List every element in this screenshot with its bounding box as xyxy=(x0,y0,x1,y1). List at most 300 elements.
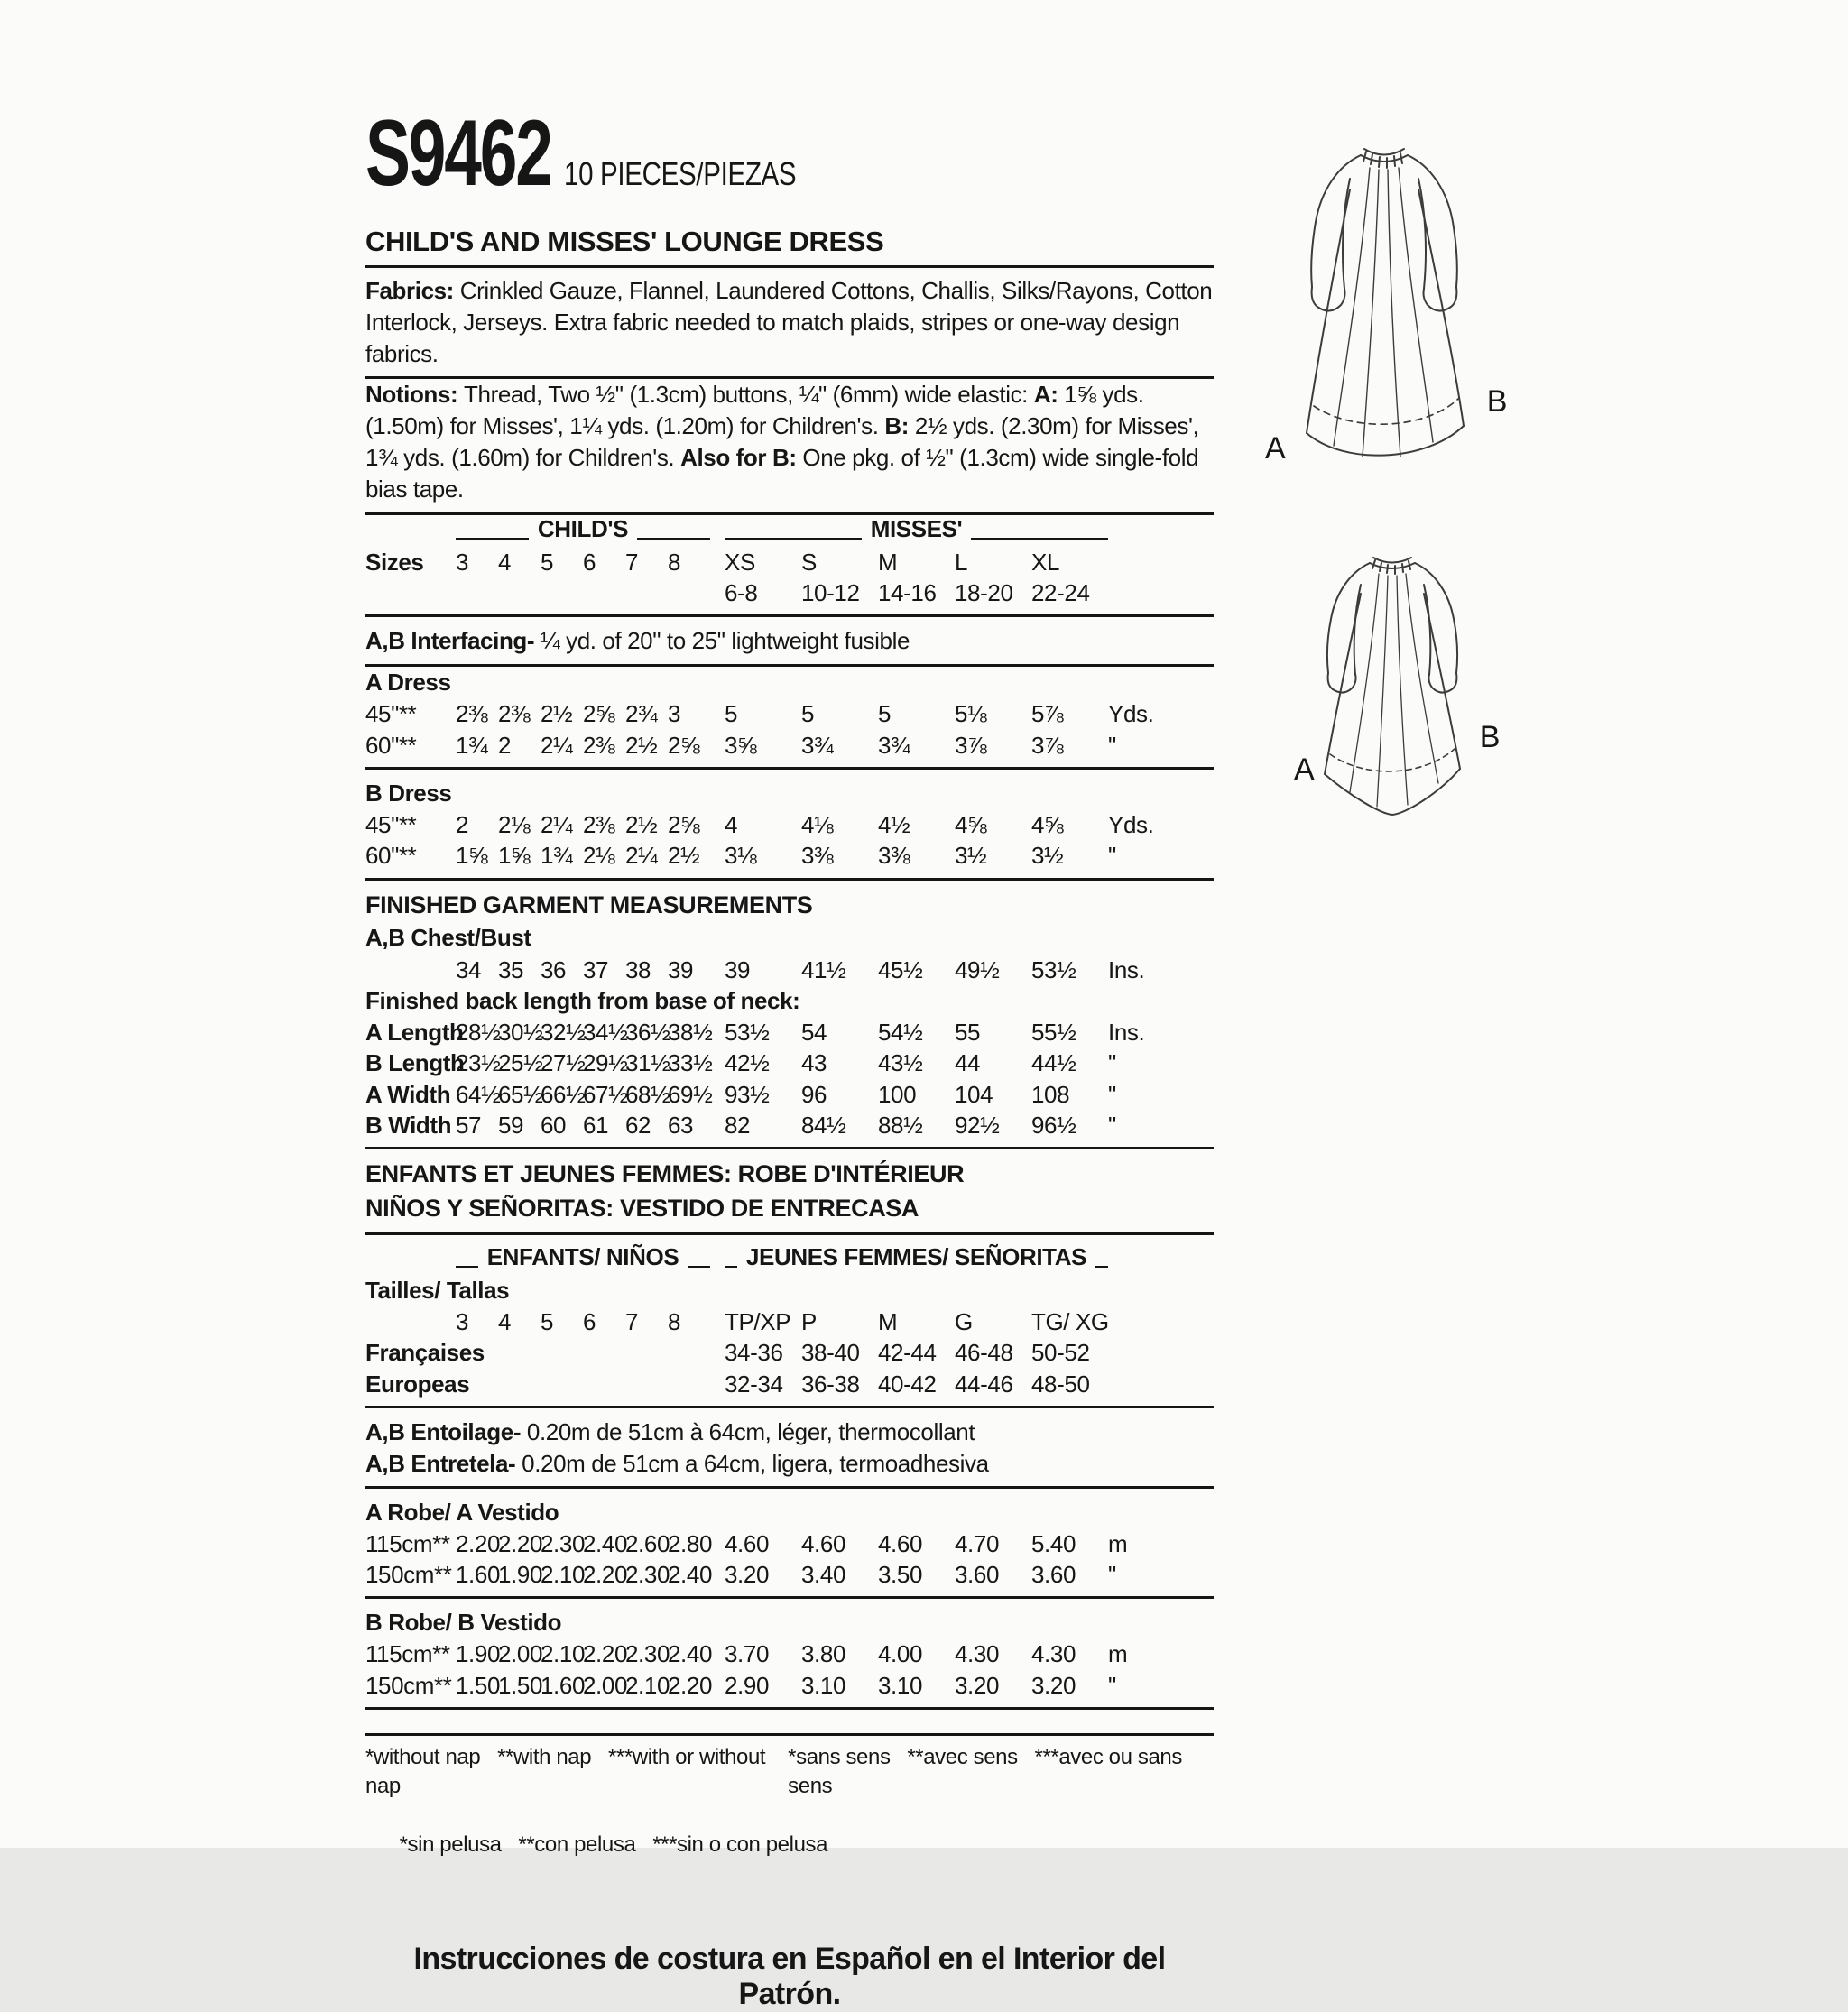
table-cell: 53½ xyxy=(1031,955,1076,983)
table-cell: 40-42 xyxy=(878,1370,937,1398)
table-cell: 2⅝ xyxy=(583,700,615,728)
child-values xyxy=(456,840,710,871)
table-cell: 33½ xyxy=(668,1049,713,1077)
a-robe-heading: A Robe/ A Vestido xyxy=(365,1498,559,1526)
table-cell: 4.70 xyxy=(955,1529,1000,1557)
sizes-row xyxy=(365,547,1214,577)
table-cell: 39 xyxy=(725,955,751,983)
dress-illustration-front xyxy=(1265,134,1507,496)
row-label: B Length xyxy=(365,1049,465,1077)
table-cell: 23½ xyxy=(456,1049,501,1077)
childs-group-header xyxy=(456,515,710,543)
table-cell: 4.60 xyxy=(801,1529,846,1557)
view-b-label: B xyxy=(1486,384,1507,419)
table-cell: 3½ xyxy=(955,842,987,870)
notions-text-3: 2½ yds. (2.30m) for Misses', 1¾ yds. (1.60m) for Children's. xyxy=(365,412,1199,472)
chest-bust-label: A,B Chest/Bust xyxy=(365,924,531,952)
table-cell: 34½ xyxy=(583,1018,628,1046)
table-cell: 62 xyxy=(625,1111,651,1139)
child-values xyxy=(456,1048,713,1078)
entretela-text: 0.20m de 51cm a 64cm, ligera, termoadhesiva xyxy=(522,1449,989,1477)
table-cell: 3 xyxy=(456,1307,469,1335)
chest-bust-row xyxy=(365,955,1214,985)
table-cell: 2.10 xyxy=(625,1671,670,1699)
jeunes-femmes-header-label: JEUNES FEMMES/ SEÑORITAS xyxy=(745,1242,1087,1270)
child-values xyxy=(456,1528,713,1559)
table-cell: 5 xyxy=(541,548,554,576)
table-cell: 2⅛ xyxy=(583,842,615,870)
entoilage-section xyxy=(365,1417,1214,1489)
table-cell: 46-48 xyxy=(955,1339,1013,1367)
pattern-number: S9462 xyxy=(365,101,551,206)
table-cell: 60 xyxy=(541,1111,567,1139)
table-cell: 2.20 xyxy=(583,1560,628,1588)
row-label: 60"** xyxy=(365,842,417,870)
footnote-spanish: *sin pelusa **con pelusa ***sin o con pelusa xyxy=(399,1832,828,1858)
garment-title: CHILD'S AND MISSES' LOUNGE DRESS xyxy=(365,226,1214,268)
notions-label-a: A: xyxy=(1033,381,1065,409)
table-cell: 3⅝ xyxy=(725,731,757,759)
table-cell: 18-20 xyxy=(955,579,1013,607)
table-cell: 4½ xyxy=(878,811,910,839)
table-cell: P xyxy=(801,1307,817,1335)
child-values xyxy=(456,955,710,985)
table-cell: S xyxy=(801,548,817,576)
table-cell: 2 xyxy=(456,811,469,839)
row-label: 60"** xyxy=(365,731,417,759)
misses-sizes xyxy=(725,547,1108,577)
table-row xyxy=(365,698,1214,729)
table-cell: 4.30 xyxy=(955,1640,1000,1668)
notions-label: Notions: xyxy=(365,381,465,409)
child-sizes xyxy=(456,547,710,577)
table-cell: 55½ xyxy=(1031,1018,1076,1046)
table-row xyxy=(365,730,1214,761)
table-row xyxy=(365,840,1214,871)
misses-values xyxy=(725,1048,1108,1078)
misses-values xyxy=(725,698,1108,729)
unit-label: Yds. xyxy=(1108,811,1154,839)
table-cell: 2.40 xyxy=(668,1640,713,1668)
table-cell: M xyxy=(878,548,898,576)
table-cell: 14-16 xyxy=(878,579,937,607)
table-cell: 64½ xyxy=(456,1080,501,1108)
table-cell: 4⅝ xyxy=(955,811,987,839)
table-cell: 5 xyxy=(541,1307,554,1335)
footnote-english: *without nap **with nap ***with or without nap xyxy=(365,1744,772,1799)
b-robe-heading: B Robe/ B Vestido xyxy=(365,1609,562,1637)
table-cell: 3.10 xyxy=(878,1671,923,1699)
intl-sizes-row xyxy=(365,1306,1214,1337)
table-cell: 3 xyxy=(456,548,469,576)
table-cell: 4.00 xyxy=(878,1640,923,1668)
table-cell: L xyxy=(955,548,968,576)
table-cell: 4⅛ xyxy=(801,811,834,839)
table-cell: 4.60 xyxy=(878,1529,923,1557)
b-dress-heading: B Dress xyxy=(365,779,452,807)
table-cell: XL xyxy=(1031,548,1060,576)
notions-paragraph xyxy=(365,379,1214,514)
row-label: 45"** xyxy=(365,700,417,728)
table-cell: 3¾ xyxy=(878,731,910,759)
table-cell: 28½ xyxy=(456,1018,501,1046)
table-cell: 7 xyxy=(625,1307,639,1335)
table-cell: 39 xyxy=(668,955,694,983)
table-cell: 2⅛ xyxy=(498,811,531,839)
b-length-row xyxy=(365,1048,1214,1078)
table-cell: 31½ xyxy=(625,1049,670,1077)
table-cell: 2¼ xyxy=(541,811,573,839)
table-row xyxy=(365,1559,1214,1590)
a-length-row xyxy=(365,1017,1214,1048)
misses-values xyxy=(725,1110,1108,1140)
misses-values xyxy=(725,809,1108,840)
misses-values xyxy=(725,955,1108,985)
misses-values xyxy=(725,1638,1108,1669)
table-cell: 1.50 xyxy=(498,1671,543,1699)
table-cell: 96 xyxy=(801,1080,827,1108)
interfacing-line xyxy=(365,625,1214,667)
table-cell: 4 xyxy=(498,548,512,576)
table-cell: 37 xyxy=(583,955,609,983)
table-cell: 2.40 xyxy=(668,1560,713,1588)
table-row xyxy=(365,809,1214,840)
entretela-label: A,B Entretela- xyxy=(365,1449,522,1477)
entoilage-text: 0.20m de 51cm à 64cm, léger, thermocollant xyxy=(526,1417,975,1445)
table-cell: 1⅝ xyxy=(456,842,488,870)
row-label: A Width xyxy=(365,1080,451,1108)
unit-label: m xyxy=(1108,1640,1128,1668)
table-cell: 3⅞ xyxy=(955,731,987,759)
table-cell: 3⅞ xyxy=(1031,731,1064,759)
table-cell: 2.30 xyxy=(625,1640,670,1668)
child-sizes xyxy=(456,1306,710,1337)
table-cell: 8 xyxy=(668,548,681,576)
footnote-french: *sans sens **avec sens ***avec ou sans sens xyxy=(788,1744,1188,1799)
misses-size-ranges xyxy=(725,577,1108,608)
table-cell: 84½ xyxy=(801,1111,846,1139)
table-cell: 88½ xyxy=(878,1111,923,1139)
table-cell: 2 xyxy=(498,731,512,759)
table-cell: 5⅞ xyxy=(1031,700,1064,728)
misses-group-header xyxy=(725,515,1108,543)
unit-label: " xyxy=(1108,1560,1116,1588)
child-values xyxy=(456,1110,710,1140)
table-cell: 4.60 xyxy=(725,1529,770,1557)
table-cell: 6 xyxy=(583,548,596,576)
adult-sizes xyxy=(725,1306,1108,1337)
b-dress-yardage xyxy=(365,778,1214,881)
table-cell: 44½ xyxy=(1031,1049,1076,1077)
view-a-label: A xyxy=(1265,431,1286,466)
table-cell: 35 xyxy=(498,955,524,983)
table-cell: 61 xyxy=(583,1111,609,1139)
table-cell: 54 xyxy=(801,1018,827,1046)
french-heading: ENFANTS ET JEUNES FEMMES: ROBE D'INTÉRIEUR xyxy=(365,1160,965,1188)
row-label: 115cm** xyxy=(365,1640,450,1668)
table-cell: 41½ xyxy=(801,955,846,983)
europeas-label: Europeas xyxy=(365,1370,470,1398)
table-cell: 3⅛ xyxy=(725,842,757,870)
table-cell: 2½ xyxy=(625,731,658,759)
table-cell: 93½ xyxy=(725,1080,770,1108)
interfacing-text: ¼ yd. of 20" to 25" lightweight fusible xyxy=(541,627,910,655)
table-cell: 1.90 xyxy=(498,1560,543,1588)
row-label: 115cm** xyxy=(365,1529,450,1557)
table-cell: 22-24 xyxy=(1031,579,1090,607)
child-values xyxy=(456,1638,713,1669)
dress-illustration-back xyxy=(1294,547,1500,823)
dress-front-drawing xyxy=(1289,134,1480,496)
misses-values xyxy=(725,840,1108,871)
notions-text-2: 1⅝ yds. (1.50m) for Misses', 1¼ yds. (1.20m) for Children's. xyxy=(365,381,1144,440)
notions-text-4: One pkg. of ½" (1.3cm) wide single-fold bias tape. xyxy=(365,444,1199,503)
table-cell: 53½ xyxy=(725,1018,770,1046)
table-cell: G xyxy=(955,1307,973,1335)
table-cell: 43 xyxy=(801,1049,827,1077)
unit-label: " xyxy=(1108,1080,1116,1108)
row-label: A Length xyxy=(365,1018,464,1046)
table-cell: 3½ xyxy=(1031,842,1064,870)
a-dress-yardage xyxy=(365,667,1214,770)
table-cell: 2¼ xyxy=(625,842,658,870)
table-cell: 1.60 xyxy=(541,1671,586,1699)
table-row xyxy=(365,1638,1214,1669)
table-cell: 49½ xyxy=(955,955,1000,983)
table-cell: 2¾ xyxy=(625,700,658,728)
unit-label: " xyxy=(1108,731,1116,759)
table-cell: 44 xyxy=(955,1049,981,1077)
table-cell: 34-36 xyxy=(725,1339,783,1367)
table-cell: 66½ xyxy=(541,1080,586,1108)
table-cell: 2⅜ xyxy=(498,700,531,728)
childs-header-label: CHILD'S xyxy=(537,514,629,542)
view-b-label: B xyxy=(1479,720,1500,754)
misses-values xyxy=(725,1670,1108,1701)
table-cell: 1¾ xyxy=(541,842,573,870)
table-cell: 54½ xyxy=(878,1018,923,1046)
notions-label-b: B: xyxy=(884,412,915,440)
table-cell: 3.60 xyxy=(955,1560,1000,1588)
table-cell: 2.00 xyxy=(583,1671,628,1699)
table-cell: 3¾ xyxy=(801,731,834,759)
table-cell: 8 xyxy=(668,1307,681,1335)
child-values xyxy=(456,1017,713,1048)
table-cell: XS xyxy=(725,548,755,576)
francaises-values xyxy=(725,1337,1108,1368)
tailles-tallas-label: Tailles/ Tallas xyxy=(365,1276,510,1304)
table-cell: 36 xyxy=(541,955,567,983)
misses-values xyxy=(725,1528,1108,1559)
entretela-line xyxy=(365,1448,1214,1480)
unit-label: " xyxy=(1108,1049,1116,1077)
table-cell: 3 xyxy=(668,700,681,728)
entoilage-label: A,B Entoilage- xyxy=(365,1417,527,1445)
table-cell: 2⅜ xyxy=(583,811,615,839)
table-cell: 48-50 xyxy=(1031,1370,1090,1398)
table-cell: 5.40 xyxy=(1031,1529,1076,1557)
table-cell: 65½ xyxy=(498,1080,543,1108)
interfacing-label: A,B Interfacing- xyxy=(365,627,541,655)
fabrics-text: Crinkled Gauze, Flannel, Laundered Cottons, Challis, Silks/Rayons, Cotton Interlock, Jerseys. Extra fabric needed to match plaids, stripes or one-way design fabrics. xyxy=(365,277,1213,367)
intl-headings xyxy=(365,1158,1214,1235)
child-values xyxy=(456,1079,713,1110)
footnotes-row-1 xyxy=(365,1733,1214,1802)
back-length-label: Finished back length from base of neck: xyxy=(365,986,800,1014)
table-cell: 2.30 xyxy=(625,1560,670,1588)
table-cell: 3.10 xyxy=(801,1671,846,1699)
table-cell: 2.10 xyxy=(541,1640,586,1668)
enfants-header-label: ENFANTS/ NIÑOS xyxy=(486,1242,679,1270)
sizes-label: Sizes xyxy=(365,548,424,576)
footnotes-row-2 xyxy=(365,1802,1214,1889)
table-cell: 1¾ xyxy=(456,731,488,759)
table-cell: 2.60 xyxy=(625,1529,670,1557)
table-cell: 38-40 xyxy=(801,1339,860,1367)
table-cell: 32-34 xyxy=(725,1370,783,1398)
content-column xyxy=(365,101,1214,2012)
notions-label-alsob: Also for B: xyxy=(680,444,803,472)
table-cell: 2.30 xyxy=(541,1529,586,1557)
child-values xyxy=(456,809,710,840)
table-cell: 4⅝ xyxy=(1031,811,1064,839)
table-cell: 3.80 xyxy=(801,1640,846,1668)
table-cell: 36½ xyxy=(625,1018,670,1046)
size-group-header-row xyxy=(365,515,1214,543)
table-cell: 55 xyxy=(955,1018,981,1046)
table-cell: 2½ xyxy=(541,700,573,728)
view-a-label: A xyxy=(1294,752,1315,787)
europeas-values xyxy=(725,1369,1108,1399)
francaises-row xyxy=(365,1337,1214,1368)
spanish-heading: NIÑOS Y SEÑORITAS: VESTIDO DE ENTRECASA xyxy=(365,1195,919,1223)
table-cell: 1⅝ xyxy=(498,842,531,870)
table-cell: 45½ xyxy=(878,955,923,983)
unit-label: Yds. xyxy=(1108,700,1154,728)
table-cell: 2⅜ xyxy=(456,700,488,728)
table-cell: 2⅝ xyxy=(668,731,700,759)
europeas-row xyxy=(365,1369,1214,1408)
finished-measurements-section xyxy=(365,889,1214,1150)
table-cell: 4 xyxy=(498,1307,512,1335)
table-cell: 3.20 xyxy=(955,1671,1000,1699)
table-cell: 2.20 xyxy=(498,1529,543,1557)
table-cell: 63 xyxy=(668,1111,694,1139)
child-values xyxy=(456,1670,713,1701)
table-cell: 3.60 xyxy=(1031,1560,1076,1588)
table-cell: 2½ xyxy=(625,811,658,839)
table-cell: 104 xyxy=(955,1080,993,1108)
table-cell: 32½ xyxy=(541,1018,586,1046)
table-cell: 2⅜ xyxy=(583,731,615,759)
table-cell: 34 xyxy=(456,955,482,983)
table-cell: 5 xyxy=(801,700,815,728)
table-cell: 92½ xyxy=(955,1111,1000,1139)
table-cell: 2.20 xyxy=(583,1640,628,1668)
table-cell: 5 xyxy=(725,700,738,728)
table-cell: 42-44 xyxy=(878,1339,937,1367)
table-cell: 2.00 xyxy=(498,1640,543,1668)
table-cell: 43½ xyxy=(878,1049,923,1077)
table-cell: 2.40 xyxy=(583,1529,628,1557)
table-cell: 10-12 xyxy=(801,579,860,607)
row-label: 45"** xyxy=(365,811,417,839)
unit-label: Ins. xyxy=(1108,955,1145,983)
table-cell: 27½ xyxy=(541,1049,586,1077)
misses-header-label: MISSES' xyxy=(870,514,963,542)
table-cell: 2¼ xyxy=(541,731,573,759)
row-label: B Width xyxy=(365,1111,452,1139)
unit-label: Ins. xyxy=(1108,1018,1145,1046)
table-cell: 2.20 xyxy=(456,1529,501,1557)
jeunes-femmes-group-header xyxy=(725,1243,1108,1271)
table-cell: 29½ xyxy=(583,1049,628,1077)
francaises-label: Françaises xyxy=(365,1339,485,1367)
table-cell: M xyxy=(878,1307,898,1335)
table-cell: 42½ xyxy=(725,1049,770,1077)
unit-label: " xyxy=(1108,842,1116,870)
misses-values xyxy=(725,1559,1108,1590)
table-cell: 3.40 xyxy=(801,1560,846,1588)
entoilage-line xyxy=(365,1417,1214,1448)
table-cell: 2.80 xyxy=(668,1529,713,1557)
table-cell: 2.20 xyxy=(668,1671,713,1699)
table-cell: 2.10 xyxy=(541,1560,586,1588)
row-label: 150cm** xyxy=(365,1671,452,1699)
table-cell: 3⅜ xyxy=(801,842,834,870)
a-robe-metric xyxy=(365,1497,1214,1600)
table-cell: 44-46 xyxy=(955,1370,1013,1398)
b-width-row xyxy=(365,1110,1214,1140)
table-cell: 5⅛ xyxy=(955,700,987,728)
misses-values xyxy=(725,1079,1108,1110)
fabrics-paragraph xyxy=(365,275,1214,379)
table-cell: 57 xyxy=(456,1111,482,1139)
unit-label: " xyxy=(1108,1671,1116,1699)
misses-values xyxy=(725,1017,1108,1048)
misses-values xyxy=(725,730,1108,761)
table-cell: 68½ xyxy=(625,1080,670,1108)
child-values xyxy=(456,698,710,729)
dress-back-drawing xyxy=(1307,547,1478,823)
enfants-group-header xyxy=(456,1243,710,1271)
table-cell: 3⅜ xyxy=(878,842,910,870)
unit-label: m xyxy=(1108,1529,1128,1557)
child-values xyxy=(456,1559,713,1590)
table-cell: 30½ xyxy=(498,1018,543,1046)
table-cell: 25½ xyxy=(498,1049,543,1077)
pieces-count: 10 PIECES/PIEZAS xyxy=(563,155,796,192)
table-cell: 3.70 xyxy=(725,1640,770,1668)
table-cell: 2.90 xyxy=(725,1671,770,1699)
title-row xyxy=(365,101,1214,213)
finished-measurements-heading: FINISHED GARMENT MEASUREMENTS xyxy=(365,891,813,918)
table-cell: 59 xyxy=(498,1111,524,1139)
table-cell: 6-8 xyxy=(725,579,758,607)
spanish-instructions-note: Instrucciones de costura en Español en el Interior del Patrón. xyxy=(413,1941,1166,2011)
table-cell: 69½ xyxy=(668,1080,713,1108)
table-cell: 108 xyxy=(1031,1080,1070,1108)
fabrics-label: Fabrics: xyxy=(365,277,460,304)
table-cell: 100 xyxy=(878,1080,917,1108)
row-label: 150cm** xyxy=(365,1560,452,1588)
table-cell: TG/ XG xyxy=(1031,1307,1109,1335)
table-cell: 36-38 xyxy=(801,1370,860,1398)
table-cell: 1.90 xyxy=(456,1640,501,1668)
table-cell: 82 xyxy=(725,1111,751,1139)
a-dress-heading: A Dress xyxy=(365,669,451,697)
table-cell: 7 xyxy=(625,548,639,576)
